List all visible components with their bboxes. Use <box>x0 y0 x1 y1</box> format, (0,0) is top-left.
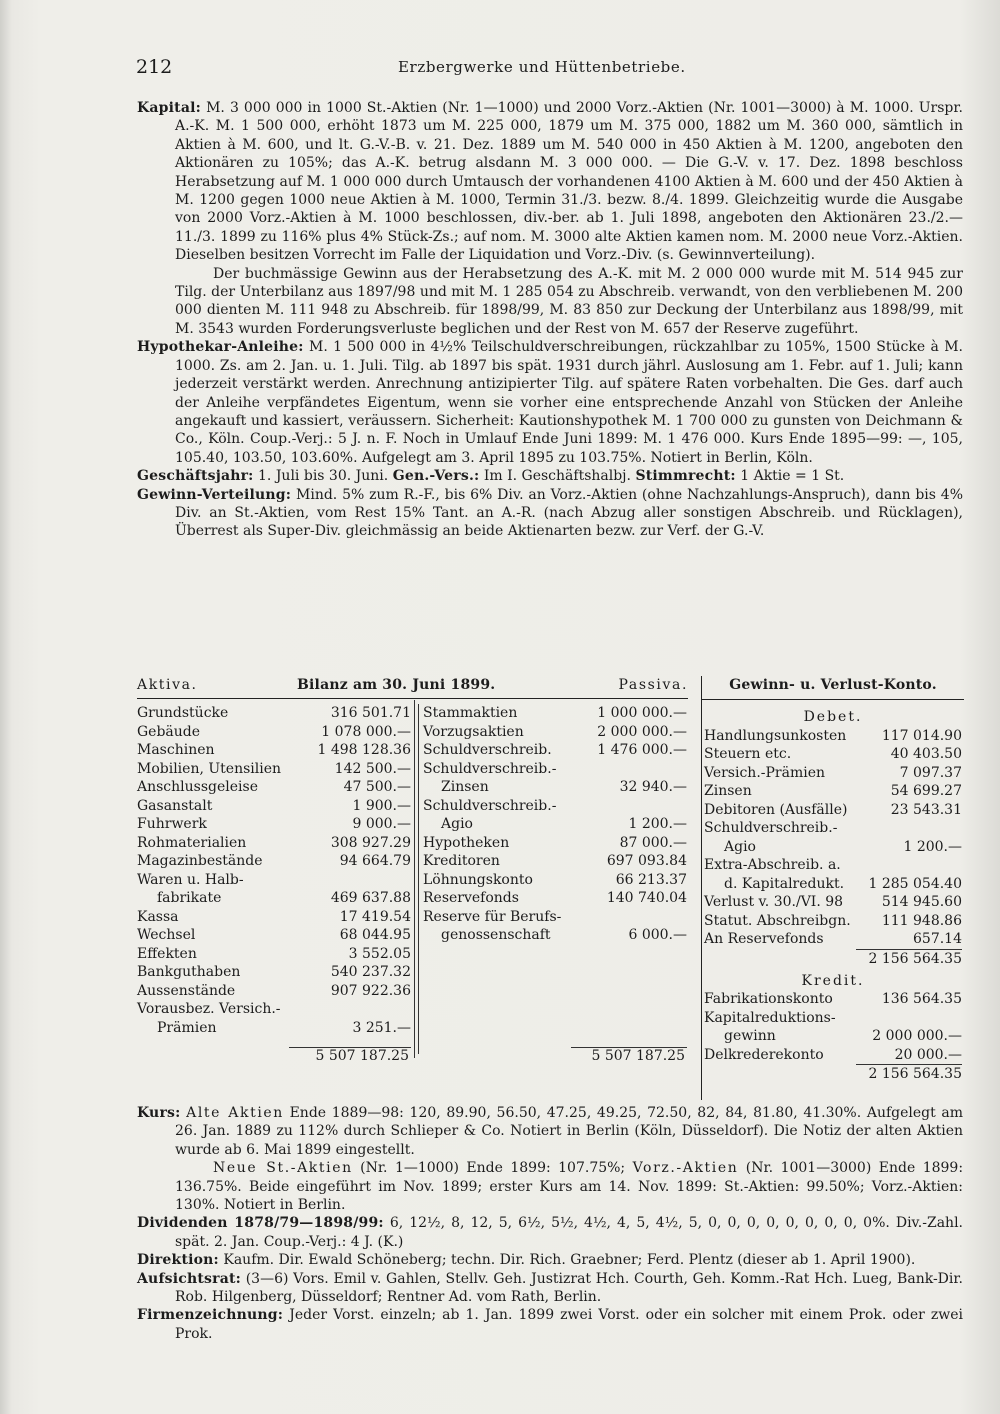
passiva-row-label: Kreditoren <box>423 853 500 869</box>
passiva-row-label: Vorzugsaktien <box>423 723 524 740</box>
debet-row-value: 54 699.27 <box>890 783 962 799</box>
kredit-row-label: Fabrikationskonto <box>704 991 833 1007</box>
passiva-row <box>419 704 689 723</box>
kredit-total: 2 156 564.35 <box>856 1064 962 1084</box>
gen-vers-text: Im I. Geschäftshalbj. <box>483 468 631 485</box>
page-number: 212 <box>136 56 173 78</box>
debet-row-label: An Reservefonds <box>704 931 824 947</box>
aktiva-row-value: 17 419.54 <box>339 908 411 925</box>
financial-tables <box>137 676 963 1100</box>
debet-row-label: Zinsen <box>704 783 752 799</box>
debet-row-label: Agio <box>724 838 756 855</box>
aktiva-row <box>137 908 413 927</box>
direktion-section <box>137 1251 963 1269</box>
aktiva-row-value: 308 927.29 <box>330 834 411 851</box>
debet-row-label: Statut. Abschreibgn. <box>704 912 851 929</box>
aktiva-row-label: Magazinbestände <box>137 853 263 869</box>
firmenzeichnung-label: Firmenzeichnung: <box>137 1307 284 1324</box>
geschaeftsjahr-text: 1. Juli bis 30. Juni. <box>258 468 389 485</box>
passiva-row-label: Schuldverschreib. <box>423 742 552 758</box>
debet-row <box>702 912 964 931</box>
aktiva-row-value: 142 500.— <box>334 760 411 777</box>
debet-row-value: 7 097.37 <box>899 764 962 781</box>
debet-row <box>702 764 964 783</box>
aktiva-row-value: 3 251.— <box>352 1019 411 1036</box>
passiva-row <box>419 778 689 797</box>
aktiva-row-value: 540 237.32 <box>330 964 411 980</box>
aktiva-row-value: 469 637.88 <box>330 890 411 906</box>
bottom-text <box>137 1104 963 1343</box>
passiva-row-label: genossenschaft <box>441 927 551 943</box>
page-header <box>136 56 956 82</box>
kredit-row-label: Delkrederekonto <box>704 1046 824 1063</box>
aktiva-row <box>137 982 413 1001</box>
aktiva-row-label: Gasanstalt <box>137 797 213 814</box>
hypothekar-label: Hypothekar-Anleihe: <box>137 339 304 356</box>
aktiva-row-label: Rohmaterialien <box>137 834 247 851</box>
aktiva-row-value: 9 000.— <box>352 816 411 832</box>
passiva-row <box>419 908 689 927</box>
passiva-row-value: 2 000 000.— <box>597 723 687 740</box>
passiva-label: Passiva. <box>618 677 688 693</box>
debet-row-label: Debitoren (Ausfälle) <box>704 801 848 818</box>
aktiva-total: 5 507 187.25 <box>315 1048 409 1064</box>
passiva-row <box>419 797 689 816</box>
aktiva-row-value: 68 044.95 <box>339 927 411 943</box>
aktiva-row <box>137 778 413 797</box>
aktiva-row <box>137 797 413 816</box>
debet-row-label: d. Kapitalredukt. <box>724 875 845 892</box>
aktiva-row-label: fabrikate <box>157 890 222 906</box>
aktiva-row-label: Gebäude <box>137 723 201 740</box>
aktiva-row-value: 3 552.05 <box>348 945 411 962</box>
passiva-row-value: 697 093.84 <box>606 853 687 869</box>
kurs-neue-label: Neue St.-Aktien <box>213 1160 353 1177</box>
aktiva-row <box>137 852 413 871</box>
geschaeftsjahr-label: Geschäftsjahr: <box>137 468 254 485</box>
gewinnverteilung-label: Gewinn-Verteilung: <box>137 486 292 503</box>
aktiva-row <box>137 945 413 964</box>
gv-title: Gewinn- u. Verlust-Konto. <box>702 676 964 700</box>
kapital-text-2 <box>137 265 963 339</box>
passiva-row-label: Schuldverschreib.- <box>423 760 557 777</box>
debet-row <box>702 782 964 801</box>
aktiva-row-label: Prämien <box>157 1019 217 1036</box>
aktiva-row-value: 94 664.79 <box>339 853 411 869</box>
passiva-row-label: Schuldverschreib.- <box>423 797 557 814</box>
aktiva-row <box>137 871 413 890</box>
kredit-rows <box>702 990 964 1064</box>
passiva-column <box>418 704 689 1054</box>
debet-row <box>702 893 964 912</box>
aktiva-row-label: Fuhrwerk <box>137 816 207 832</box>
debet-row <box>702 727 964 746</box>
kurs-text-2a: (Nr. 1—1000) Ende 1899: 107.75%; <box>360 1160 626 1177</box>
aktiva-row <box>137 926 413 945</box>
aufsichtsrat-text: (3—6) Vors. Emil v. Gahlen, Stellv. Geh. Justizrat Hch. Courth, Geh. Komm.-Rat Hch. Lueg, Bank-Dir. Rob. Hilgenberg, Düsseldorf; Rentner Ad. vom Rath, Berlin. <box>175 1270 963 1306</box>
debet-row-label: Steuern etc. <box>704 746 792 762</box>
aktiva-row-value: 47 500.— <box>343 779 411 795</box>
passiva-row-label: Stammaktien <box>423 705 518 721</box>
debet-row-value: 117 014.90 <box>881 727 962 744</box>
aktiva-label: Aktiva. <box>137 677 198 693</box>
debet-row-label: Verlust v. 30./VI. 98 <box>704 894 844 910</box>
debet-row-label: Versich.-Prämien <box>704 764 826 781</box>
debet-row <box>702 801 964 820</box>
kurs-label: Kurs: <box>137 1105 181 1121</box>
geschaeftsjahr-section <box>137 467 963 485</box>
passiva-row-value: 66 213.37 <box>615 871 687 888</box>
gewinnverteilung-text: Mind. 5% zum R.-F., bis 6% Div. an Vorz.-Aktien (ohne Nachzahlungs-Anspruch), dann bis 4% Div. an St.-Aktien, vom Rest 15% Tant. an A.-R. (nach Abzug aller sonstigen Abschreib. und Rücklagen), Überrest als Super-Div. gleichmässig an beide Aktienarten bezw. zur Verf. der G.-V. <box>175 486 963 540</box>
debet-row-label: Handlungsunkosten <box>704 727 847 744</box>
bilanz-column-divider <box>414 700 415 1058</box>
bilanz-table <box>137 676 688 1100</box>
kredit-row <box>702 1009 964 1028</box>
passiva-row-value: 6 000.— <box>628 927 687 943</box>
aktiva-row-value: 1 498 128.36 <box>317 742 411 758</box>
passiva-row-value: 32 940.— <box>619 779 687 795</box>
passiva-row <box>419 815 689 834</box>
passiva-row-label: Zinsen <box>441 779 489 795</box>
passiva-row-label: Reservefonds <box>423 890 519 906</box>
aktiva-row-value: 316 501.71 <box>330 705 411 721</box>
debet-row <box>702 930 964 949</box>
aktiva-row-label: Bankguthaben <box>137 964 241 980</box>
passiva-row <box>419 834 689 853</box>
aufsichtsrat-label: Aufsichtsrat: <box>137 1270 241 1287</box>
hypothekar-text: M. 1 500 000 in 4½% Teilschuldverschreibungen, rückzahlbar zu 105%, 1500 Stücke à M. 1000. Zs. am 2. Jan. u. 1. Juli. Tilg. ab 1897 bis spät. 1931 durch jährl. Auslosung am 1. Febr. auf 1. Juli; kann jederzeit verstärkt werden. Anrechnung antizipierter Tilg. auf spätere Raten vorbehalten. Die Ges. darf auch der Anleihe verpfändetes Eigentum, wenn sie vorher eine entsprechende Anzahl von Stücken der Anleihe angekauft und kassiert, veräussern. Sicherheit: Kautionshypothek M. 1 700 000 zu gunsten von Deichmann & Co., Köln. Coup.-Verj.: 5 J. n. F. Noch in Umlauf Ende Juni 1899: M. 1 476 000. Kurs Ende 1895—99: —, 105, 105.40, 103.50, 103.60%. Aufgelegt am 3. April 1895 zu 103.75%. Notiert in Berlin, Köln. <box>175 339 963 466</box>
passiva-row-value: 140 740.04 <box>606 890 687 906</box>
passiva-row-value: 87 000.— <box>619 834 687 851</box>
bilanz-header <box>137 676 688 699</box>
kredit-row <box>702 1027 964 1046</box>
kapital-text: M. 3 000 000 in 1000 St.-Aktien (Nr. 1—1000) und 2000 Vorz.-Aktien (Nr. 1001—3000) à M. 1000. Urspr. A.-K. M. 1 500 000, erhöht 1873 um M. 225 000, 1879 um M. 375 000, 1882 um M. 360 000, sämtlich in Aktien à M. 600, und lt. G.-V.-B. v. 21. Dez. 1889 um M. 540 000 in 450 Aktien à M. 1200, angeboten den Aktionären zu 105%; das A.-K. betrug alsdann M. 3 000 000. — Die G.-V. v. 17. Dez. 1898 beschloss Herabsetzung auf M. 1 000 000 durch Umtausch der vorhandenen 4100 Aktien à M. 600 und der 450 Aktien à M. 1200 gegen 1000 neue Aktien à M. 1000, Termin 31./3. bezw. 8./4. 1899. Gleichzeitig wurde die Ausgabe von 2000 Vorz.-Aktien à M. 1000 beschlossen, div.-ber. ab 1. Juli 1898, angeboten den Aktionären 23./2.—11./3. 1899 zu 116% plus 4% Stück-Zs.; auf nom. M. 3000 alte Aktien kamen nom. M. 2000 neue Vorz.-Aktien. Dieselben besitzen Vorrecht im Falle der Liquidation und Vorz.-Div. (s. Gewinnverteilung). <box>175 100 964 264</box>
debet-row <box>702 745 964 764</box>
passiva-total: 5 507 187.25 <box>591 1048 685 1064</box>
kredit-total-row <box>702 1064 964 1083</box>
passiva-row <box>419 852 689 871</box>
aktiva-column <box>137 704 413 1037</box>
debet-row <box>702 819 964 838</box>
aktiva-row-value: 907 922.36 <box>330 982 411 999</box>
aktiva-row-value: 1 078 000.— <box>321 723 411 740</box>
aktiva-row <box>137 1019 413 1038</box>
kurs-text: Ende 1889—98: 120, 89.90, 56.50, 47.25, 49.25, 72.50, 82, 84, 81.80, 41.30%. Aufgelegt am 26. Jan. 1889 zu 112% durch Schlieper & Co. Notiert in Berlin (Köln, Düsseldorf). Die Notiz der alten Aktien wurde ab 6. Mai 1899 eingestellt. <box>175 1105 964 1158</box>
passiva-row <box>419 741 689 760</box>
bilanz-title: Bilanz am 30. Juni 1899. <box>297 677 496 693</box>
kurs-text-2b: (Nr. 1001—3000) Ende 1899: 136.75%. Beide eingeführt im Nov. 1899; erster Kurs am 14. Nov. 1899: St.-Aktien: 99.50%; Vorz.-Aktien: 130%. Notiert in Berlin. <box>175 1160 964 1214</box>
aktiva-row-label: Aussenstände <box>137 982 236 999</box>
passiva-row <box>419 723 689 742</box>
dividenden-label: Dividenden 1878/79—1898/99: <box>137 1215 384 1232</box>
firmenzeichnung-section <box>137 1306 963 1343</box>
gewinn-verlust-table <box>701 676 964 1100</box>
aktiva-row <box>137 963 413 982</box>
dividenden-section <box>137 1214 963 1251</box>
kredit-label: Kredit. <box>801 972 865 989</box>
aktiva-row-label: Kassa <box>137 908 179 925</box>
aktiva-row-label: Maschinen <box>137 742 215 758</box>
kapital-section <box>137 99 963 265</box>
passiva-row-label: Agio <box>441 816 473 832</box>
aktiva-row <box>137 760 413 779</box>
debet-row-value: 1 285 054.40 <box>868 875 962 892</box>
aktiva-row-label: Effekten <box>137 945 197 962</box>
debet-row <box>702 838 964 857</box>
gewinnverteilung-section <box>137 486 963 541</box>
debet-row-value: 40 403.50 <box>890 746 962 762</box>
aktiva-row-label: Anschlussgeleise <box>137 779 258 795</box>
aktiva-row <box>137 889 413 908</box>
debet-row-value: 514 945.60 <box>881 894 962 910</box>
kapital-label: Kapital: <box>137 100 201 116</box>
passiva-row-value: 1 000 000.— <box>597 705 687 721</box>
debet-total-row <box>702 949 964 968</box>
kredit-row <box>702 990 964 1009</box>
kurs-vorz-label: Vorz.-Aktien <box>632 1160 739 1177</box>
passiva-row <box>419 760 689 779</box>
kredit-row-label: Kapitalreduktions- <box>704 1009 836 1026</box>
debet-row-value: 657.14 <box>913 931 962 947</box>
aktiva-row <box>137 704 413 723</box>
aktiva-row-value: 1 900.— <box>352 797 411 814</box>
passiva-row-value: 1 200.— <box>628 816 687 832</box>
gen-vers-label: Gen.-Vers.: <box>392 468 480 485</box>
kredit-row-value: 2 000 000.— <box>872 1028 962 1044</box>
stimmrecht-text: 1 Aktie = 1 St. <box>740 468 845 485</box>
aktiva-row-label: Grundstücke <box>137 705 229 721</box>
aktiva-row-label: Wechsel <box>137 927 196 943</box>
dividenden-text: 6, 12½, 8, 12, 5, 6½, 5½, 4½, 4, 5, 4½, 5, 0, 0, 0, 0, 0, 0, 0, 0, 0%. Div.-Zahl. spät. 2. Jan. Coup.-Verj.: 4 J. (K.) <box>175 1215 964 1250</box>
passiva-row <box>419 889 689 908</box>
debet-row-label: Extra-Abschreib. a. <box>704 857 841 873</box>
passiva-row-label: Löhnungskonto <box>423 871 533 888</box>
debet-row-label: Schuldverschreib.- <box>704 820 838 836</box>
stimmrecht-label: Stimmrecht: <box>635 468 736 485</box>
passiva-row-label: Reserve für Berufs- <box>423 908 562 925</box>
debet-row-value: 111 948.86 <box>881 912 962 929</box>
aktiva-row <box>137 815 413 834</box>
firmenzeichnung-text: Jeder Vorst. einzeln; ab 1. Jan. 1899 zwei Vorst. oder ein solcher mit einem Prok. oder zwei Prok. <box>175 1307 963 1342</box>
aktiva-row <box>137 834 413 853</box>
aktiva-row <box>137 723 413 742</box>
hypothekar-section <box>137 338 963 467</box>
aufsichtsrat-section <box>137 1270 963 1307</box>
aktiva-row-label: Vorausbez. Versich.- <box>137 1001 281 1017</box>
debet-rows <box>702 727 964 949</box>
kredit-row <box>702 1046 964 1065</box>
running-title: Erzbergwerke und Hüttenbetriebe. <box>398 58 686 76</box>
kredit-row-value: 20 000.— <box>894 1046 962 1063</box>
aktiva-row <box>137 1000 413 1019</box>
direktion-text: Kaufm. Dir. Ewald Schöneberg; techn. Dir. Rich. Graebner; Ferd. Plentz (dieser ab 1. April 1900). <box>223 1252 916 1269</box>
debet-total: 2 156 564.35 <box>856 949 962 969</box>
passiva-row <box>419 926 689 945</box>
kurs-neue-section <box>137 1159 963 1214</box>
debet-row-value: 1 200.— <box>903 838 962 855</box>
aktiva-row <box>137 741 413 760</box>
debet-label: Debet. <box>803 709 863 725</box>
kapital-text-2-body: Der buchmässige Gewinn aus der Herabsetzung des A.-K. mit M. 2 000 000 wurde mit M. 514 945 zur Tilg. der Unterbilanz aus 1897/98 und mit M. 1 285 054 zu Abschreib. verwandt, von den verbliebenen M. 200 000 dienten M. 111 948 zu Abschreib. für 1898/99, M. 83 850 zur Deckung der Unterbilanz aus 1898/99, mit M. 3543 wurden Forderungsverluste beglichen und der Rest von M. 657 der Reserve zugeführt. <box>175 265 963 337</box>
debet-row-value: 23 543.31 <box>890 801 962 818</box>
passiva-row-value: 1 476 000.— <box>597 742 687 758</box>
main-text <box>137 99 963 541</box>
direktion-label: Direktion: <box>137 1252 219 1269</box>
kurs-section <box>137 1104 963 1159</box>
passiva-row <box>419 871 689 890</box>
kurs-alte-label: Alte Aktien <box>186 1105 284 1121</box>
aktiva-row-label: Mobilien, Utensilien <box>137 760 282 777</box>
kredit-row-value: 136 564.35 <box>881 991 962 1007</box>
kredit-row-label: gewinn <box>724 1028 776 1044</box>
aktiva-row-label: Waren u. Halb- <box>137 871 244 888</box>
debet-row <box>702 875 964 894</box>
passiva-row-label: Hypotheken <box>423 834 510 851</box>
debet-row <box>702 856 964 875</box>
